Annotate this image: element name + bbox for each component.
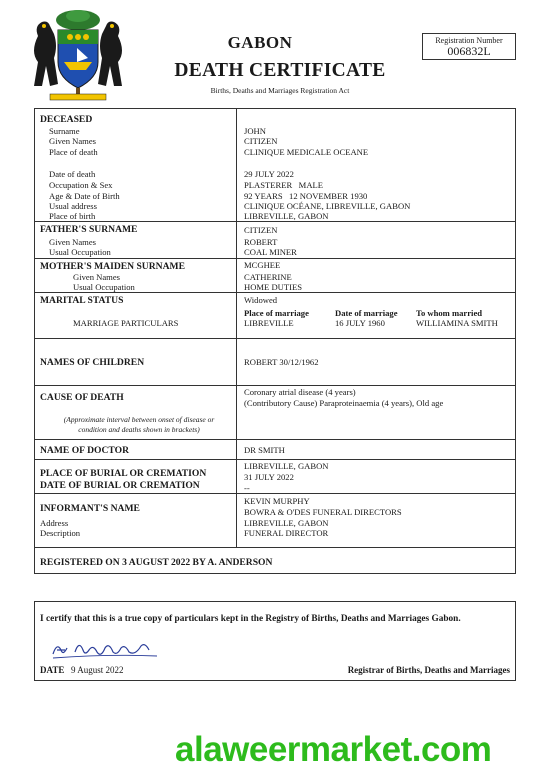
- usual-address-label: Usual address: [49, 201, 97, 211]
- mother-given-names-value: CATHERINE: [244, 272, 292, 282]
- date-value: 9 August 2022: [71, 665, 124, 675]
- row-divider: [35, 258, 515, 259]
- father-surname-value: CITIZEN: [244, 225, 278, 235]
- cause-line-2: (Contributory Cause) Paraproteinaemia (4 years), Old age: [244, 398, 444, 408]
- doctor-value: DR SMITH: [244, 445, 285, 455]
- doctor-heading: NAME OF DOCTOR: [40, 445, 130, 456]
- row-divider: [35, 385, 515, 386]
- cause-note: (Approximate interval between onset of disease or condition and deaths shown in brackets): [63, 415, 215, 434]
- father-given-names-value: ROBERT: [244, 237, 278, 247]
- mother-surname-value: MCGHEE: [244, 260, 281, 270]
- burial-date-value: 31 JULY 2022: [244, 472, 294, 482]
- informant-heading: INFORMANT'S NAME: [40, 503, 140, 514]
- burial-date-heading: DATE OF BURIAL OR CREMATION: [40, 480, 200, 491]
- mother-occupation-value: HOME DUTIES: [244, 282, 303, 292]
- act-subtitle: Births, Deaths and Marriages Registration Act: [210, 86, 350, 95]
- deceased-heading: DECEASED: [40, 114, 93, 125]
- given-names-value: CITIZEN: [244, 136, 278, 146]
- marriage-particulars-label: MARRIAGE PARTICULARS: [73, 318, 179, 328]
- burial-place-heading: PLACE OF BURIAL OR CREMATION: [40, 468, 207, 479]
- father-occupation-value: COAL MINER: [244, 247, 297, 257]
- children-value: ROBERT 30/12/1962: [244, 357, 319, 367]
- registration-label: Registration Number: [435, 36, 503, 45]
- informant-name-value: KEVIN MURPHY: [244, 496, 310, 506]
- coat-of-arms-emblem: [24, 6, 132, 106]
- occupation-sex-label: Occupation & Sex: [49, 180, 113, 190]
- column-divider: [236, 109, 237, 547]
- occupation-sex-value: PLASTERER MALE: [244, 180, 324, 190]
- date-of-death-value: 29 JULY 2022: [244, 169, 294, 179]
- place-of-death-value: CLINIQUE MEDICALE OCEANE: [244, 147, 369, 157]
- certificate-table: [34, 108, 516, 574]
- mother-heading: MOTHER'S MAIDEN SURNAME: [40, 261, 185, 272]
- certification-statement: I certify that this is a true copy of particulars kept in the Registry of Births, Deaths and Marriages Gabon.: [40, 614, 461, 624]
- surname-value: JOHN: [244, 126, 266, 136]
- document-title: DEATH CERTIFICATE: [174, 60, 386, 81]
- place-of-marriage-value: LIBREVILLE: [244, 318, 294, 328]
- age-dob-value: 92 YEARS 12 NOVEMBER 1930: [244, 191, 368, 201]
- date-of-death-label: Date of death: [49, 169, 96, 179]
- country-heading: GABON: [227, 33, 293, 52]
- row-divider: [35, 439, 515, 440]
- row-divider: [35, 547, 515, 548]
- informant-description-value: FUNERAL DIRECTOR: [244, 528, 329, 538]
- certification-box: [34, 601, 516, 681]
- age-dob-label: Age & Date of Birth: [49, 191, 120, 201]
- registration-number: 006832L: [447, 44, 491, 58]
- to-whom-married-value: WILLIAMINA SMITH: [416, 318, 498, 328]
- informant-address-line-2: LIBREVILLE, GABON: [244, 518, 329, 528]
- registration-box: [422, 33, 516, 60]
- burial-extra-value: --: [244, 483, 250, 493]
- father-heading: FATHER'S SURNAME: [40, 224, 138, 235]
- registered-line: REGISTERED ON 3 AUGUST 2022 BY A. ANDERSON: [40, 557, 273, 568]
- to-whom-married-header: To whom married: [416, 308, 483, 318]
- row-divider: [35, 459, 515, 460]
- children-heading: NAMES OF CHILDREN: [40, 357, 145, 368]
- place-of-marriage-header: Place of marriage: [244, 308, 309, 318]
- row-divider: [35, 338, 515, 339]
- place-of-birth-value: LIBREVILLE, GABON: [244, 211, 329, 221]
- surname-label: Surname: [49, 126, 80, 136]
- cause-heading: CAUSE OF DEATH: [40, 392, 124, 403]
- father-given-names-label: Given Names: [49, 237, 97, 247]
- marital-heading: MARITAL STATUS: [40, 295, 124, 306]
- signature-image: [49, 636, 161, 662]
- given-names-label: Given Names: [49, 136, 97, 146]
- date-of-marriage-header: Date of marriage: [335, 308, 398, 318]
- place-of-death-label: Place of death: [49, 147, 98, 157]
- row-divider: [35, 493, 515, 494]
- informant-address-label: Address: [40, 518, 69, 528]
- marital-status-value: Widowed: [244, 295, 278, 305]
- cause-line-1: Coronary atrial disease (4 years): [244, 387, 356, 397]
- watermark-text: alaweermarket.com: [175, 730, 492, 769]
- informant-address-line-1: BOWRA & O'DES FUNERAL DIRECTORS: [244, 507, 402, 517]
- mother-occupation-label: Usual Occupation: [73, 282, 135, 292]
- place-of-birth-label: Place of birth: [49, 211, 96, 221]
- informant-description-label: Description: [40, 528, 81, 538]
- father-occupation-label: Usual Occupation: [49, 247, 111, 257]
- date-of-marriage-value: 16 JULY 1960: [335, 318, 385, 328]
- mother-given-names-label: Given Names: [73, 272, 121, 282]
- date-label: DATE: [40, 665, 65, 675]
- registrar-title: Registrar of Births, Deaths and Marriages: [347, 665, 510, 675]
- burial-place-value: LIBREVILLE, GABON: [244, 461, 329, 471]
- usual-address-value: CLINIQUE OCÉANE, LIBREVILLE, GABON: [244, 201, 411, 211]
